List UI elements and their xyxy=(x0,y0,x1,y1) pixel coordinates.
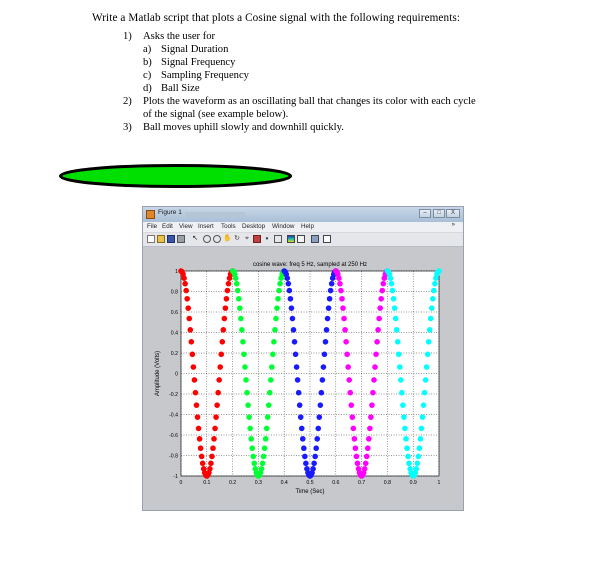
data-point xyxy=(208,461,214,467)
menu-insert[interactable]: Insert xyxy=(198,223,214,230)
data-point xyxy=(420,414,426,420)
data-point xyxy=(185,305,191,311)
data-point xyxy=(181,275,187,281)
menu-desktop[interactable]: Desktop xyxy=(242,223,266,230)
data-point xyxy=(430,296,436,302)
green-ellipse xyxy=(57,163,294,189)
x-tick-label: 0.8 xyxy=(383,480,392,486)
data-point xyxy=(267,390,273,396)
data-point xyxy=(320,377,326,383)
data-point xyxy=(263,436,269,442)
data-point xyxy=(351,426,357,432)
x-tick-label: 0 xyxy=(179,480,183,486)
data-point xyxy=(374,339,380,345)
data-point xyxy=(375,327,381,333)
data-point xyxy=(394,327,400,333)
print-icon[interactable] xyxy=(177,235,185,243)
data-point xyxy=(426,339,432,345)
data-point xyxy=(379,288,385,294)
data-point xyxy=(402,426,408,432)
link-icon[interactable] xyxy=(274,235,282,243)
data-point xyxy=(301,445,307,451)
data-point xyxy=(316,414,322,420)
chart-title: cosine wave: freq 5 Hz, sampled at 250 Hz xyxy=(252,262,368,268)
plot-area xyxy=(143,247,463,510)
data-point xyxy=(286,281,292,287)
data-point xyxy=(324,327,330,333)
data-point xyxy=(225,288,231,294)
data-point xyxy=(209,454,215,460)
data-point xyxy=(182,281,188,287)
data-point xyxy=(432,281,438,287)
req-1c-label: c) xyxy=(143,70,152,81)
save-icon[interactable] xyxy=(167,235,175,243)
data-point xyxy=(390,288,396,294)
show-tools-icon[interactable] xyxy=(323,235,331,243)
data-point xyxy=(429,305,435,311)
data-point xyxy=(321,364,327,370)
data-point xyxy=(241,351,247,357)
data-point xyxy=(211,436,217,442)
x-tick-label: 0.5 xyxy=(306,480,314,486)
data-point xyxy=(242,364,248,370)
data-point xyxy=(300,436,306,442)
data-point xyxy=(355,461,361,467)
data-point xyxy=(194,402,200,408)
data-point xyxy=(313,445,319,451)
data-point xyxy=(270,351,276,357)
data-point xyxy=(314,436,320,442)
req-1-text: Asks the user for xyxy=(143,31,216,42)
data-point xyxy=(187,327,193,333)
data-point xyxy=(298,414,304,420)
data-point xyxy=(353,445,359,451)
data-point xyxy=(378,296,384,302)
data-point xyxy=(340,305,346,311)
req-1b-text: Signal Frequency xyxy=(161,57,236,68)
data-point xyxy=(273,316,279,322)
data-point xyxy=(291,327,297,333)
data-point xyxy=(428,316,434,322)
data-point xyxy=(393,316,399,322)
data-point xyxy=(329,281,335,287)
menu-window[interactable]: Window xyxy=(272,223,295,230)
y-tick-label: -0.8 xyxy=(169,453,178,460)
data-point xyxy=(272,327,278,333)
data-point xyxy=(423,377,429,383)
data-point xyxy=(234,281,240,287)
x-tick-label: 0.6 xyxy=(332,480,340,486)
data-point xyxy=(250,454,256,460)
data-point xyxy=(345,364,351,370)
close-button[interactable]: X xyxy=(446,209,460,218)
data-point xyxy=(418,436,424,442)
req-1c-text: Sampling Frequency xyxy=(161,70,249,81)
menu-edit[interactable]: Edit xyxy=(162,223,173,230)
data-point xyxy=(274,305,280,311)
figure-title: Figure 1 xyxy=(158,209,182,216)
data-point xyxy=(284,275,290,281)
data-point xyxy=(183,288,189,294)
data-point xyxy=(218,351,224,357)
data-point xyxy=(389,281,395,287)
data-point xyxy=(416,454,422,460)
data-point xyxy=(221,327,227,333)
x-tick-label: 0.1 xyxy=(203,480,211,486)
data-point xyxy=(214,402,220,408)
y-tick-label: 0.8 xyxy=(170,289,178,296)
data-point xyxy=(198,445,204,451)
data-point xyxy=(367,426,373,432)
data-point xyxy=(217,364,223,370)
data-point xyxy=(195,414,201,420)
data-point xyxy=(239,327,245,333)
data-point xyxy=(207,466,213,472)
x-tick-label: 0.9 xyxy=(409,480,417,486)
data-point xyxy=(388,275,394,281)
data-point xyxy=(259,466,265,472)
data-point xyxy=(339,296,345,302)
req-1a-text: Signal Duration xyxy=(161,44,229,55)
data-point xyxy=(350,414,356,420)
data-point xyxy=(247,426,253,432)
data-point xyxy=(427,327,433,333)
x-tick-label: 1 xyxy=(437,480,441,486)
minimize-button[interactable]: – xyxy=(419,209,431,218)
data-point xyxy=(290,316,296,322)
menu-file[interactable]: File xyxy=(147,223,158,230)
legend-icon[interactable] xyxy=(297,235,305,243)
req-1d-label: d) xyxy=(143,83,152,94)
data-point xyxy=(251,461,257,467)
data-point xyxy=(310,466,316,472)
pointer-icon[interactable]: ↖ xyxy=(192,235,198,242)
y-tick-label: -0.2 xyxy=(169,392,178,398)
cosine-chart[interactable] xyxy=(143,247,463,510)
y-tick-label: 0.2 xyxy=(170,351,178,357)
data-point xyxy=(322,351,328,357)
intro-text: Write a Matlab script that plots a Cosine signal with the following requirements: xyxy=(92,12,461,24)
data-point xyxy=(238,316,244,322)
data-point xyxy=(347,390,353,396)
x-tick-label: 0.3 xyxy=(254,480,263,486)
data-point xyxy=(302,454,308,460)
data-point xyxy=(328,288,334,294)
rotate-icon[interactable]: ↻ xyxy=(234,235,240,242)
data-point xyxy=(348,402,354,408)
data-point xyxy=(275,296,281,302)
x-axis-label: Time (Sec) xyxy=(295,489,325,495)
data-point xyxy=(352,436,358,442)
data-point xyxy=(222,316,228,322)
menu-tools[interactable]: Tools xyxy=(221,223,236,230)
data-point xyxy=(213,414,219,420)
new-icon[interactable] xyxy=(147,235,155,243)
x-tick-label: 0.4 xyxy=(280,480,288,486)
data-point xyxy=(343,339,349,345)
data-point xyxy=(197,436,203,442)
data-point xyxy=(421,402,427,408)
data-point xyxy=(223,305,229,311)
colorbar-icon[interactable] xyxy=(287,235,295,243)
data-point xyxy=(365,445,371,451)
data-point xyxy=(184,296,190,302)
data-point xyxy=(398,377,404,383)
data-point xyxy=(401,414,407,420)
data-point xyxy=(237,305,243,311)
data-point xyxy=(303,461,309,467)
data-point xyxy=(186,316,192,322)
data-point xyxy=(325,316,331,322)
data-point xyxy=(373,351,379,357)
data-point xyxy=(417,445,423,451)
data-point xyxy=(315,426,321,432)
data-point xyxy=(244,390,250,396)
data-point xyxy=(425,351,431,357)
req-1-num: 1) xyxy=(123,31,132,42)
data-point xyxy=(366,436,372,442)
data-point xyxy=(406,461,412,467)
data-point xyxy=(422,390,428,396)
y-tick-label: -1 xyxy=(173,474,178,480)
data-point xyxy=(292,339,298,345)
data-point xyxy=(262,445,268,451)
data-point xyxy=(276,288,282,294)
open-icon[interactable] xyxy=(157,235,165,243)
data-point xyxy=(269,364,275,370)
data-point xyxy=(395,339,401,345)
data-point xyxy=(397,364,403,370)
data-point xyxy=(342,327,348,333)
data-point xyxy=(193,390,199,396)
y-tick-label: 1 xyxy=(175,269,178,275)
data-point xyxy=(323,339,329,345)
data-point xyxy=(243,377,249,383)
data-point xyxy=(266,402,272,408)
data-point xyxy=(341,316,347,322)
data-point xyxy=(370,390,376,396)
data-point xyxy=(200,461,206,467)
data-point xyxy=(376,316,382,322)
y-axis-label: Amplitude (Volts) xyxy=(155,350,161,397)
data-point xyxy=(377,305,383,311)
data-point xyxy=(277,281,283,287)
figure-toolbar xyxy=(143,233,463,247)
data-point xyxy=(199,454,205,460)
data-point xyxy=(371,377,377,383)
data-point xyxy=(260,461,266,467)
data-point xyxy=(271,339,277,345)
data-point xyxy=(336,275,342,281)
req-1d-text: Ball Size xyxy=(161,83,200,94)
data-point xyxy=(261,454,267,460)
data-point xyxy=(319,390,325,396)
data-point xyxy=(436,268,442,274)
data-point xyxy=(191,364,197,370)
data-point xyxy=(413,466,419,472)
data-point xyxy=(405,454,411,460)
req-1a-label: a) xyxy=(143,44,152,55)
y-tick-label: 0.4 xyxy=(170,330,178,337)
pan-icon[interactable]: ✋ xyxy=(223,235,232,242)
data-point xyxy=(327,296,333,302)
req-2-text: Plots the waveform as an oscillating ball that changes its color with each cycle xyxy=(143,96,476,107)
brush-icon[interactable] xyxy=(253,235,261,243)
data-point xyxy=(245,402,251,408)
y-tick-label: -0.6 xyxy=(169,433,178,439)
data-point xyxy=(219,339,225,345)
data-point xyxy=(392,305,398,311)
data-point xyxy=(288,296,294,302)
data-point xyxy=(400,402,406,408)
figure-window xyxy=(142,206,464,511)
req-2-continuation: of the signal (see example below). xyxy=(143,109,289,120)
data-point xyxy=(246,414,252,420)
data-point xyxy=(415,461,421,467)
data-point xyxy=(240,339,246,345)
data-point xyxy=(372,364,378,370)
maximize-button[interactable]: □ xyxy=(433,209,445,218)
data-point xyxy=(297,402,303,408)
data-point xyxy=(391,296,397,302)
data-point xyxy=(396,351,402,357)
hide-tools-icon[interactable] xyxy=(311,235,319,243)
data-point xyxy=(215,390,221,396)
green-ellipse-shape xyxy=(61,166,291,187)
data-point xyxy=(369,402,375,408)
zoom-in-icon[interactable] xyxy=(203,235,211,243)
data-point xyxy=(233,275,239,281)
data-point xyxy=(224,296,230,302)
data-point xyxy=(312,454,318,460)
data-point xyxy=(419,426,425,432)
menu-help[interactable]: Help xyxy=(301,223,314,230)
data-point xyxy=(399,390,405,396)
data-point xyxy=(424,364,430,370)
data-cursor-icon[interactable]: ⌖ xyxy=(245,235,249,242)
data-point xyxy=(337,281,343,287)
matlab-figure-icon xyxy=(146,210,155,219)
data-point xyxy=(299,426,305,432)
data-point xyxy=(344,351,350,357)
data-point xyxy=(363,461,369,467)
brush-dropdown-icon[interactable]: ▾ xyxy=(265,236,269,242)
data-point xyxy=(192,377,198,383)
data-point xyxy=(364,454,370,460)
data-point xyxy=(235,288,241,294)
data-point xyxy=(368,414,374,420)
x-tick-label: 0.2 xyxy=(228,480,237,486)
data-point xyxy=(189,339,195,345)
menu-overflow-icon[interactable]: » xyxy=(451,222,455,228)
data-point xyxy=(196,426,202,432)
req-3-num: 3) xyxy=(123,122,132,133)
menu-view[interactable]: View xyxy=(179,223,193,230)
data-point xyxy=(404,445,410,451)
req-3-text: Ball moves uphill slowly and downhill quickly. xyxy=(143,122,344,133)
data-point xyxy=(287,288,293,294)
data-point xyxy=(346,377,352,383)
data-point xyxy=(311,461,317,467)
data-point xyxy=(318,402,324,408)
data-point xyxy=(354,454,360,460)
data-point xyxy=(268,377,274,383)
data-point xyxy=(296,390,302,396)
figure-menubar xyxy=(143,222,463,232)
data-point xyxy=(210,445,216,451)
zoom-out-icon[interactable] xyxy=(213,235,221,243)
data-point xyxy=(226,281,232,287)
data-point xyxy=(338,288,344,294)
data-point xyxy=(212,426,218,432)
y-tick-label: 0 xyxy=(175,371,178,378)
data-point xyxy=(295,377,301,383)
data-point xyxy=(216,377,222,383)
y-tick-label: -0.4 xyxy=(169,412,178,419)
data-point xyxy=(248,436,254,442)
data-point xyxy=(236,296,242,302)
data-point xyxy=(293,351,299,357)
figure-titlebar[interactable] xyxy=(143,207,463,223)
data-point xyxy=(380,281,386,287)
data-point xyxy=(403,436,409,442)
data-point xyxy=(249,445,255,451)
data-point xyxy=(265,414,271,420)
data-point xyxy=(326,305,332,311)
data-point xyxy=(264,426,270,432)
req-2-num: 2) xyxy=(123,96,132,107)
data-point xyxy=(431,288,437,294)
y-tick-label: 0.6 xyxy=(170,310,178,316)
data-point xyxy=(294,364,300,370)
x-tick-label: 0.7 xyxy=(357,480,366,486)
req-1b-label: b) xyxy=(143,57,152,68)
data-point xyxy=(190,351,196,357)
data-point xyxy=(362,466,368,472)
blurred-title-region xyxy=(185,212,245,217)
data-point xyxy=(289,305,295,311)
